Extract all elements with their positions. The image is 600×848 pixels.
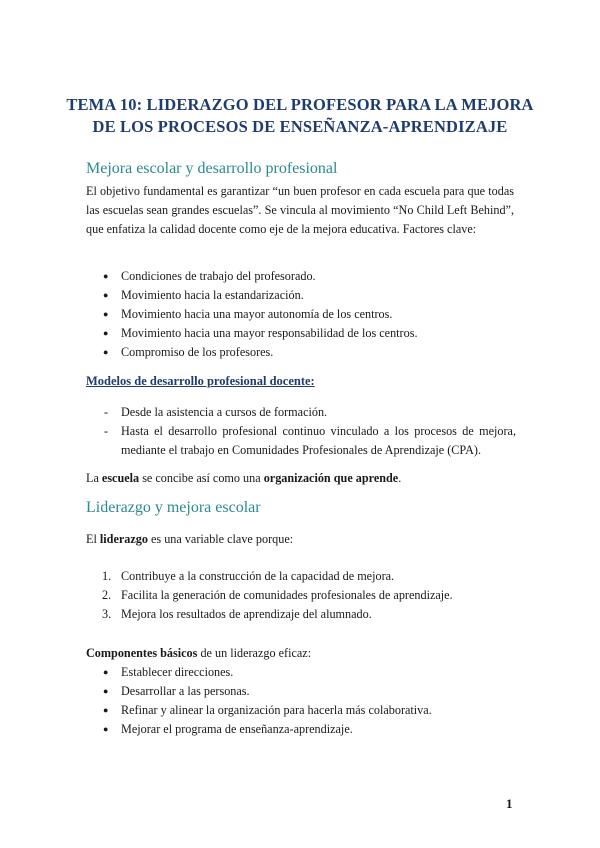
list-item-text: Contribuye a la construcción de la capacidad de mejora. — [121, 569, 395, 583]
components-bold-label: Componentes básicos — [86, 646, 198, 660]
bullet-marker: ● — [103, 705, 109, 715]
list-item — [86, 663, 516, 682]
bullet-marker: ● — [103, 686, 109, 696]
list-item — [86, 305, 516, 324]
list-item — [86, 567, 516, 586]
intro-bold-liderazgo: liderazgo — [99, 532, 148, 546]
bullet-marker: ● — [103, 347, 109, 357]
section2-intro-paragraph — [86, 530, 514, 549]
list-item-text: Mejora los resultados de aprendizaje del alumnado. — [121, 607, 372, 621]
reasons-list — [86, 567, 516, 624]
section-heading-mejora-escolar: Mejora escolar y desarrollo profesional — [86, 160, 338, 177]
list-item — [86, 324, 516, 343]
list-item — [86, 422, 516, 460]
closing-paragraph — [86, 469, 514, 488]
list-item — [86, 403, 516, 422]
title-line-1: TEMA 10: LIDERAZGO DEL PROFESOR PARA LA MEJORA — [66, 95, 534, 114]
list-item — [86, 286, 516, 305]
number-marker: 2. — [102, 588, 112, 602]
list-item-text: Hasta el desarrollo profesional continuo vinculado a los procesos de mejora, mediante el trabajo en Comunidades Profesionales de Aprendizaje (CPA). — [121, 424, 516, 457]
list-item-text: Desde la asistencia a cursos de formación. — [121, 405, 328, 419]
components-intro-paragraph — [86, 644, 514, 663]
list-item-text: Facilita la generación de comunidades profesionales de aprendizaje. — [121, 588, 453, 602]
section-heading-liderazgo: Liderazgo y mejora escolar — [86, 499, 261, 516]
list-item-text: Establecer direcciones. — [121, 665, 234, 679]
list-item-text: Desarrollar a las personas. — [121, 684, 250, 698]
list-item-text: Condiciones de trabajo del profesorado. — [121, 269, 316, 283]
title-line-2: DE LOS PROCESOS DE ENSEÑANZA-APRENDIZAJE — [92, 117, 508, 136]
bullet-marker: ● — [103, 290, 109, 300]
components-intro-text: de un liderazgo eficaz: — [197, 646, 312, 660]
list-item-text: Refinar y alinear la organización para hacerla más colaborativa. — [121, 703, 432, 717]
list-item-text: Movimiento hacia la estandarización. — [121, 288, 304, 302]
list-item — [86, 343, 516, 362]
list-item — [86, 682, 516, 701]
closing-text-2: se concibe así como una — [139, 471, 264, 485]
models-list — [86, 403, 516, 460]
components-list — [86, 663, 516, 739]
list-item — [86, 267, 516, 286]
number-marker: 1. — [102, 569, 112, 583]
number-marker: 3. — [102, 607, 112, 621]
closing-text-3: . — [398, 471, 402, 485]
bullet-marker: ● — [103, 724, 109, 734]
list-item-text: Movimiento hacia una mayor autonomía de los centros. — [121, 307, 393, 321]
models-subheading: Modelos de desarrollo profesional docente: — [86, 374, 315, 388]
document-title — [60, 94, 540, 138]
list-item — [86, 605, 516, 624]
factors-list — [86, 267, 516, 362]
list-item-text: Movimiento hacia una mayor responsabilidad de los centros. — [121, 326, 418, 340]
closing-bold-escuela: escuela — [101, 471, 140, 485]
bullet-marker: ● — [103, 271, 109, 281]
section1-intro-paragraph: El objetivo fundamental es garantizar “un buen profesor en cada escuela para que todas las escuelas sean grandes escuelas”. Se vincula al movimiento “No Child Left Behind”, que enfatiza la calidad docente como eje de la mejora educativa. Factores clave: — [86, 184, 514, 236]
intro-text-1: El — [86, 532, 100, 546]
list-item-text: Compromiso de los profesores. — [121, 345, 274, 359]
dash-marker: - — [104, 424, 109, 438]
bullet-marker: ● — [103, 667, 109, 677]
page-number: 1 — [506, 796, 513, 811]
list-item — [86, 720, 516, 739]
list-item — [86, 586, 516, 605]
intro-text-2: es una variable clave porque: — [147, 532, 294, 546]
list-item — [86, 701, 516, 720]
closing-text-1: La — [86, 471, 102, 485]
bullet-marker: ● — [103, 309, 109, 319]
list-item-text: Mejorar el programa de enseñanza-aprendizaje. — [121, 722, 353, 736]
dash-marker: - — [104, 405, 109, 419]
closing-bold-organizacion: organización que aprende — [263, 471, 399, 485]
bullet-marker: ● — [103, 328, 109, 338]
